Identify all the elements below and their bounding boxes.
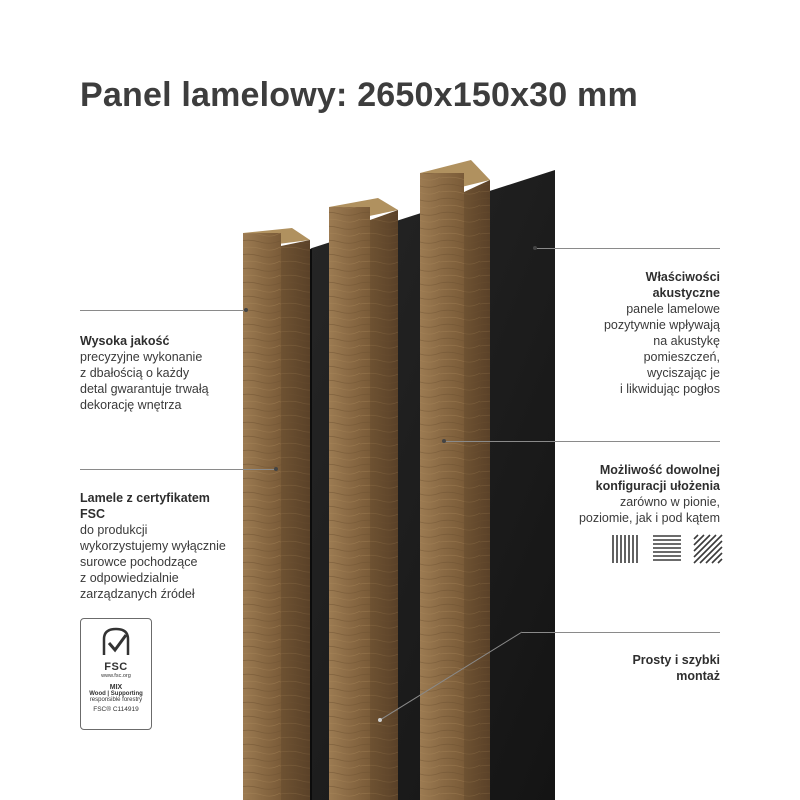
- leader-diagonal-mounting: [375, 630, 525, 725]
- feature-acoustic-line: panele lamelowe: [626, 302, 720, 316]
- feature-fsc-line: wykorzystujemy wyłącznie: [80, 539, 226, 553]
- fsc-certificate-logo: [80, 618, 152, 730]
- feature-acoustic: [604, 269, 720, 397]
- feature-quality-line: precyzyjne wykonanie: [80, 350, 203, 364]
- leader-dot-quality: [244, 308, 248, 312]
- feature-fsc: [80, 490, 226, 602]
- leader-line-mounting: [522, 632, 720, 633]
- feature-acoustic-line: pozytywnie wpływają: [603, 318, 720, 332]
- leader-dot-acoustic: [533, 246, 537, 250]
- fsc-url: www.fsc.org: [101, 673, 131, 679]
- fsc-desc: responsible forestry: [89, 697, 143, 703]
- feature-fsc-heading: FSC: [80, 507, 105, 521]
- feature-acoustic-heading: Właściwości: [645, 270, 720, 284]
- feature-configuration: [579, 462, 720, 526]
- leader-line-configuration: [445, 441, 720, 442]
- feature-quality-line: dekorację wnętrza: [80, 398, 182, 412]
- leader-line-quality: [80, 310, 246, 311]
- leader-dot-fsc: [274, 467, 278, 471]
- page-title: Panel lamelowy: 2650x150x30 mm: [80, 76, 638, 114]
- feature-fsc-line: surowce pochodzące: [80, 555, 198, 569]
- feature-fsc-heading: Lamele z certyfikatem: [80, 491, 210, 505]
- feature-mounting-heading: montaż: [676, 669, 720, 683]
- leader-dot-configuration: [442, 439, 446, 443]
- feature-configuration-line: zarówno w pionie,: [619, 495, 720, 509]
- fsc-code: FSC® C114919: [93, 706, 139, 713]
- feature-mounting-heading: Prosty i szybki: [632, 653, 720, 667]
- feature-quality-line: detal gwarantuje trwałą: [80, 382, 209, 396]
- feature-fsc-line: z odpowiedzialnie: [80, 571, 179, 585]
- feature-acoustic-line: na akustykę: [653, 334, 720, 348]
- feature-mounting: [632, 652, 720, 684]
- feature-acoustic-heading: akustyczne: [652, 286, 720, 300]
- feature-acoustic-line: pomieszczeń,: [643, 350, 720, 364]
- feature-fsc-line: do produkcji: [80, 523, 148, 537]
- feature-quality: [80, 333, 209, 413]
- fsc-mix: MIX: [109, 684, 123, 691]
- diagonal-lines-icon: [693, 534, 723, 564]
- feature-configuration-heading: Możliwość dowolnej: [599, 463, 720, 477]
- feature-fsc-line: zarządzanych źródeł: [80, 587, 195, 601]
- horizontal-lines-icon: [652, 534, 682, 564]
- feature-quality-heading: Wysoka jakość: [80, 334, 170, 348]
- vertical-lines-icon: [611, 534, 641, 564]
- wood-slat-1: [243, 228, 310, 800]
- feature-acoustic-line: wyciszając je: [647, 366, 720, 380]
- leader-line-fsc: [80, 469, 276, 470]
- feature-configuration-heading: konfiguracji ułożenia: [595, 479, 720, 493]
- feature-acoustic-line: i likwidując pogłos: [619, 382, 720, 396]
- feature-quality-line: z dbałością o każdy: [80, 366, 190, 380]
- feature-configuration-line: poziomie, jak i pod kątem: [578, 511, 720, 525]
- fsc-tree-check-icon: [96, 625, 136, 659]
- leader-line-acoustic: [537, 248, 720, 249]
- fsc-label: FSC: [104, 661, 128, 673]
- fsc-desc: Wood | Supporting: [89, 691, 143, 697]
